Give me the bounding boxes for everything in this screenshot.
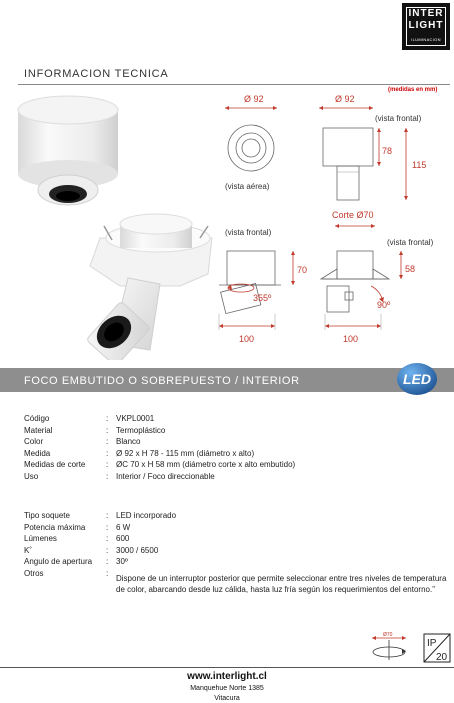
surface-mount-photo (18, 96, 118, 205)
spec-key: Uso (24, 471, 39, 481)
spec-key: Potencia máxima (24, 522, 86, 532)
cut-diameter-label: Ø70 (383, 632, 393, 638)
spec-row (24, 448, 444, 459)
led-badge-label: LED (403, 371, 431, 387)
front-left-height-label: 70 (297, 265, 308, 275)
aerial-diameter-label: Ø 92 (244, 94, 264, 104)
otros-description: Dispone de un interruptor posterior que permite seleccionar entre tres niveles de temperatura de color, abarcando desde luz cálida, hasta luz fría según los requerimientos del entorno.” (116, 574, 447, 594)
cut-rotation-icon (366, 632, 412, 662)
website-link[interactable]: www.interlight.cl (187, 671, 267, 682)
ip-value: 20 (436, 652, 448, 663)
led-badge-icon (396, 362, 438, 396)
product-photos (0, 88, 220, 360)
front-right-tilt-label: 90º (377, 300, 391, 310)
spec-key: Código (24, 414, 50, 423)
spec-key: K˚ (24, 545, 32, 555)
spec-separator: : (106, 414, 109, 423)
recessed-mount-photo (86, 214, 212, 360)
aerial-view-drawing (225, 94, 277, 191)
spec-value: 3000 / 6500 (116, 545, 159, 555)
aerial-caption: (vista aérea) (225, 182, 270, 191)
technical-drawings (215, 88, 454, 363)
spec-separator: : (106, 522, 109, 532)
front-top-caption: (vista frontal) (375, 114, 422, 123)
product-title: FOCO EMBUTIDO O SOBREPUESTO / INTERIOR (24, 375, 300, 387)
spec-row (24, 510, 444, 521)
section-divider (18, 84, 450, 85)
address-line-2: Vitacura (214, 695, 240, 702)
front-right-cut-label: Corte Ø70 (332, 210, 374, 220)
ip-rating-icon (423, 633, 451, 663)
spec-row (24, 533, 444, 544)
logo-line-3: ILUMINACION (411, 37, 441, 42)
front-right-height-label: 58 (405, 264, 416, 274)
spec-key: Medida (24, 448, 51, 458)
spec-row (24, 459, 444, 470)
spec-value: Termoplástico (116, 425, 166, 435)
spec-separator: : (106, 557, 109, 566)
spec-separator: : (106, 511, 109, 520)
front-top-diameter-label: Ø 92 (335, 94, 355, 104)
spec-key: Otros (24, 568, 44, 578)
logo-line-2: LIGHT (408, 20, 444, 31)
spec-separator: : (106, 471, 109, 481)
front-view-top-drawing (319, 94, 426, 200)
spec-separator: : (106, 460, 109, 469)
front-top-body-label: 78 (382, 146, 393, 156)
spec-value: LED incorporado (116, 511, 177, 520)
spec-separator: : (106, 448, 109, 458)
spec-separator: : (106, 437, 109, 446)
front-view-right-drawing (321, 210, 434, 344)
spec-value: 6 W (116, 522, 131, 532)
front-left-rotation-label: 355º (253, 293, 272, 303)
footer-divider (0, 667, 454, 668)
section-title: INFORMACION TECNICA (24, 68, 169, 80)
spec-value: VKPL0001 (116, 414, 155, 423)
front-left-caption: (vista frontal) (225, 228, 272, 237)
spec-row (24, 413, 444, 424)
front-left-width-label: 100 (239, 334, 255, 344)
spec-row (24, 471, 444, 482)
spec-value: 600 (116, 534, 130, 543)
front-top-total-label: 115 (412, 160, 427, 170)
spec-separator: : (106, 534, 109, 543)
spec-value: Ø 92 x H 78 - 115 mm (diámetro x alto) (116, 448, 255, 458)
ip-label: IP (427, 638, 437, 649)
logo-line-1: INTER (408, 8, 444, 19)
brand-logo (402, 3, 450, 50)
measurements-note: (medidas en mm) (388, 87, 438, 93)
spec-key: Color (24, 437, 44, 446)
spec-separator: : (106, 545, 109, 555)
spec-value: Interior / Foco direccionable (116, 471, 215, 481)
front-view-left-drawing (219, 228, 307, 344)
spec-key: Medidas de corte (24, 460, 86, 469)
spec-value: Blanco (116, 437, 141, 446)
spec-separator: : (106, 568, 109, 578)
spec-key: Tipo soquete (24, 511, 70, 520)
spec-value: ØC 70 x H 58 mm (diámetro corte x alto embutido) (116, 460, 296, 469)
spec-key: Material (24, 425, 53, 435)
front-right-caption: (vista frontal) (387, 238, 434, 247)
spec-row (24, 545, 444, 556)
spec-row (24, 522, 444, 533)
spec-key: Angulo de apertura (24, 557, 93, 566)
spec-row (24, 425, 444, 436)
spec-separator: : (106, 425, 109, 435)
spec-row (24, 436, 444, 447)
spec-key: Lúmenes (24, 534, 57, 543)
front-right-width-label: 100 (343, 334, 359, 344)
spec-row (24, 556, 444, 567)
address-line-1: Manquehue Norte 1385 (190, 685, 264, 692)
spec-value: 30º (116, 557, 128, 566)
